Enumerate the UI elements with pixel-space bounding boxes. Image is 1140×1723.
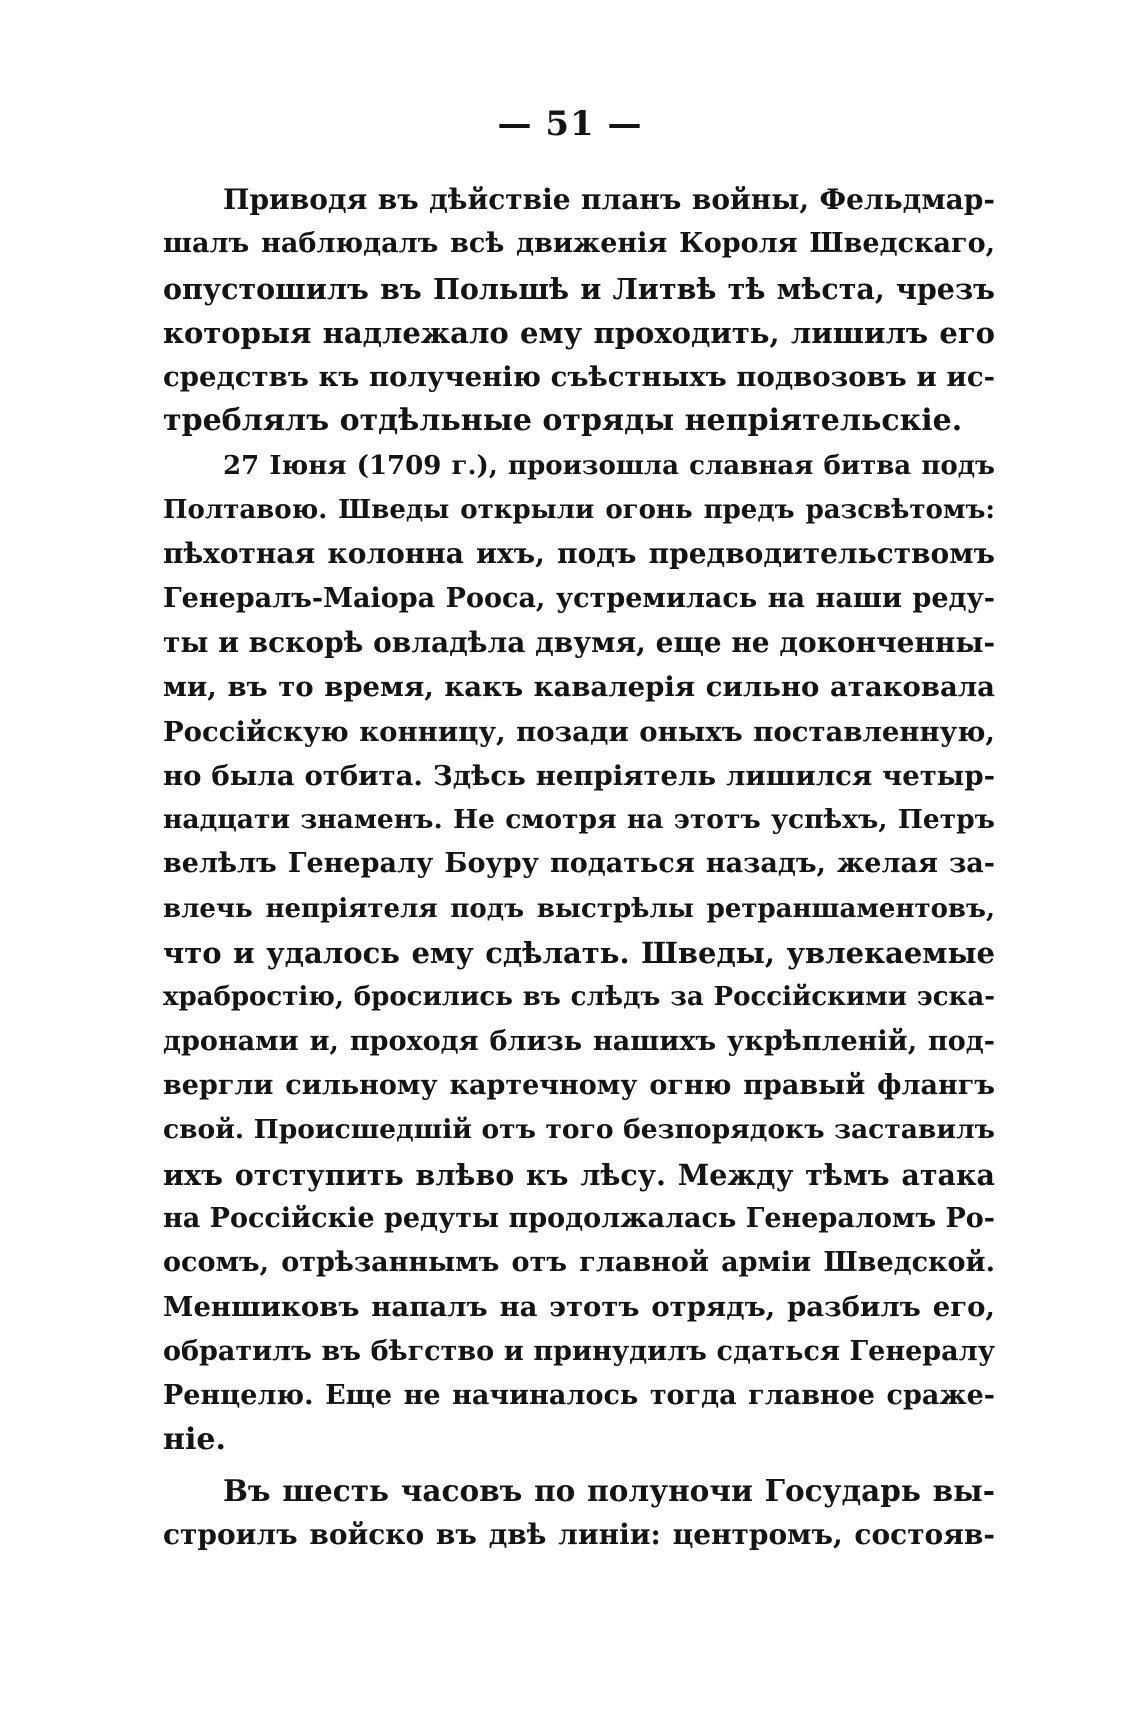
text-line: Россійскую конницу, позади оныхъ поставленную, (163, 715, 995, 748)
text-line: Полтавою. Шведы открыли огонь предъ разсвѣтомъ: (163, 495, 995, 526)
body-text (163, 178, 995, 1557)
text-line: что и удалось ему сдѣлать. Шведы, увлекаемые (163, 936, 995, 971)
page-number: — 51 — (497, 104, 643, 144)
text-line: осомъ, отрѣзаннымъ отъ главной арміи Шведской. (163, 1247, 995, 1279)
text-line: ми, въ то время, какъ кавалерія сильно атаковала (163, 671, 995, 704)
text-line: строилъ войско въ двѣ линіи: центромъ, состояв- (163, 1517, 995, 1551)
text-line: средствъ къ полученію съѣстныхъ подвозовъ и ис- (163, 361, 995, 394)
text-line: вергли сильному картечному огню правый флангъ (163, 1069, 995, 1101)
text-line: влечь непріятеля подъ выстрѣлы ретраншаментовъ, (163, 893, 995, 924)
text-line: Въ шесть часовъ по полуночи Государь вы- (223, 1472, 995, 1508)
text-line: ніе. (163, 1422, 226, 1458)
text-line: Приводя въ дѣйствіе планъ войны, Фельдмар- (223, 183, 995, 216)
text-line: Генералъ-Маіора Рооса, устремилась на наши реду- (163, 582, 995, 614)
text-line: которыя надлежало ему проходить, лишилъ его (163, 315, 995, 350)
text-line: на Россійскіе редуты продолжалась Генераломъ Ро- (163, 1202, 995, 1234)
text-line: обратилъ въ бѣгство и принудилъ сдаться Генералу (163, 1335, 995, 1367)
text-line: надцати знаменъ. Не смотря на этотъ успѣхъ, Петръ (163, 804, 995, 836)
text-line: дронами и, проходя близь нашихъ укрѣпленій, под- (163, 1025, 995, 1057)
text-line: храбростію, бросились въ слѣдъ за Россійскими эска- (163, 982, 995, 1013)
text-line: Ренцелю. Еще не начиналось тогда главное сраже- (163, 1380, 995, 1412)
text-line: опустошилъ въ Польшѣ и Литвѣ тѣ мѣста, чрезъ (163, 271, 995, 306)
text-line: но была отбита. Здѣсь непріятель лишился четыр- (163, 759, 995, 792)
text-line: шалъ наблюдалъ всѣ движенія Короля Шведскаго, (163, 228, 995, 260)
text-line: свой. Происшедшій отъ того безпорядокъ заставилъ (163, 1114, 995, 1146)
text-line: треблялъ отдѣльные отряды непріятельскіе. (163, 403, 963, 439)
text-line: 27 Іюня (1709 г.), произошла славная битва подъ (223, 450, 995, 481)
text-line: велѣлъ Генералу Боуру податься назадъ, желая за- (163, 848, 995, 880)
text-line: ихъ отступить влѣво къ лѣсу. Между тѣмъ атака (163, 1157, 995, 1192)
text-line: Меншиковъ напалъ на этотъ отрядъ, разбилъ его, (163, 1291, 995, 1324)
text-line: ты и вскорѣ овладѣла двумя, еще не доконченны- (163, 625, 995, 659)
text-line: пѣхотная колонна ихъ, подъ предводительствомъ (163, 537, 995, 571)
